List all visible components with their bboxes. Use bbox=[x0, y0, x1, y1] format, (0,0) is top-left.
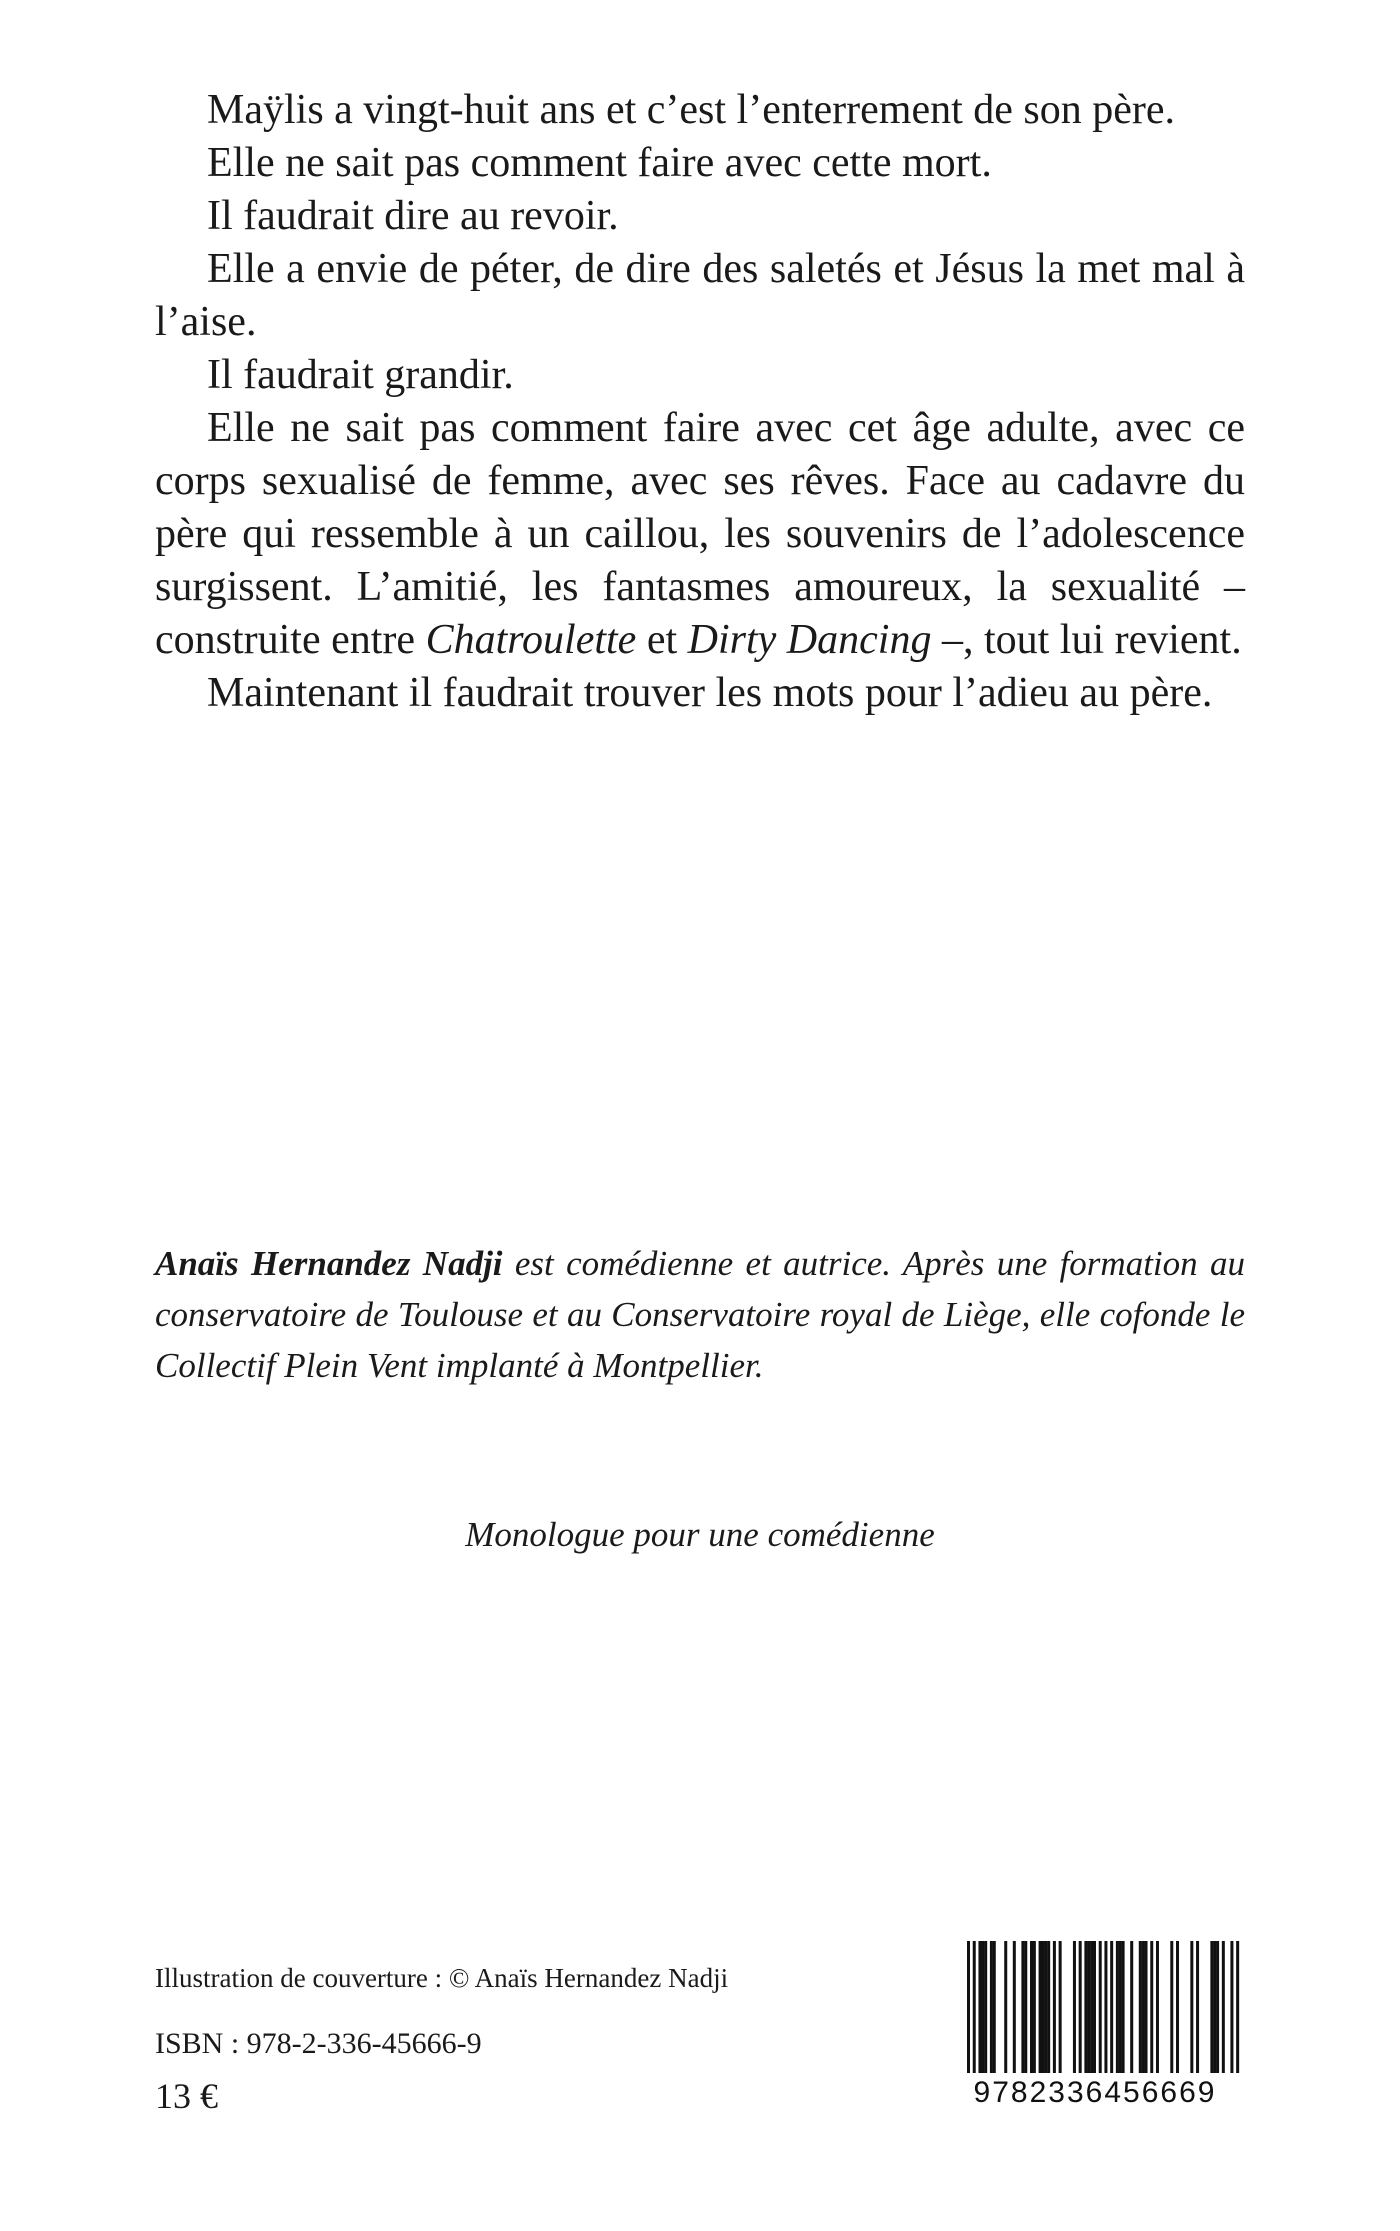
illustration-credit: Illustration de couverture : © Anaïs Hernandez Nadji bbox=[155, 1963, 729, 1993]
barcode-bar bbox=[1150, 1941, 1153, 2073]
barcode-bar bbox=[1236, 1941, 1239, 2089]
barcode-bar bbox=[1053, 1941, 1056, 2073]
summary-paragraph: Elle ne sait pas comment faire avec cette mort. bbox=[207, 140, 992, 186]
barcode-bar bbox=[1059, 1941, 1062, 2073]
barcode-bar bbox=[1222, 1941, 1225, 2073]
barcode-bar bbox=[1142, 1941, 1145, 2073]
barcode-bar bbox=[1084, 1941, 1087, 2073]
summary-text: et bbox=[636, 617, 688, 663]
barcode-bar bbox=[1145, 1941, 1148, 2073]
barcode-bars bbox=[945, 1939, 1245, 2089]
summary-paragraph: Maintenant il faudrait trouver les mots pour l’adieu au père. bbox=[207, 670, 1213, 716]
author-name: Anaïs Hernandez Nadji bbox=[155, 1244, 503, 1283]
summary-paragraph: Il faudrait grandir. bbox=[207, 352, 514, 398]
summary-paragraph bbox=[155, 402, 1245, 667]
barcode-bar bbox=[1039, 1941, 1042, 2073]
film-title-dirty-dancing: Dirty Dancing bbox=[687, 617, 932, 663]
summary-paragraph: Elle a envie de péter, de dire des saletés et Jésus la met mal à l’aise. bbox=[155, 246, 1245, 345]
price: 13 € bbox=[155, 2076, 218, 2116]
barcode-digits: 9782336456669 bbox=[945, 2073, 1245, 2113]
barcode-bar bbox=[1139, 1941, 1142, 2073]
barcode-bar bbox=[990, 1941, 993, 2073]
barcode-bar bbox=[1013, 1941, 1016, 2073]
barcode-bar bbox=[1196, 1941, 1199, 2073]
barcode-bar bbox=[1093, 1941, 1096, 2073]
barcode-bar bbox=[1122, 1941, 1125, 2073]
barcode-bar bbox=[1041, 1941, 1044, 2073]
barcode-bar bbox=[1004, 1941, 1007, 2073]
isbn: ISBN : 978-2-336-45666-9 bbox=[155, 2027, 482, 2060]
barcode-bar bbox=[1073, 1941, 1076, 2073]
barcode-bar bbox=[993, 1941, 996, 2073]
barcode-bar bbox=[1210, 1941, 1213, 2073]
film-title-chatroulette: Chatroulette bbox=[425, 617, 637, 663]
barcode-bar bbox=[1230, 1941, 1233, 2089]
author-bio-text: est comédienne et autrice. Après une formation au conservatoire de Toulouse et au Conservatoire royal de Liège, elle cofonde le Collectif Plein Vent implanté à Montpellier. bbox=[155, 1244, 1245, 1385]
barcode-bar bbox=[1047, 1941, 1050, 2073]
barcode-bar bbox=[1033, 1941, 1036, 2073]
barcode-bar bbox=[1030, 1941, 1033, 2073]
barcode-bar bbox=[978, 1941, 981, 2073]
genre-label: Monologue pour une comédienne bbox=[465, 1515, 935, 1554]
barcode-bar bbox=[1104, 1941, 1107, 2089]
back-cover-summary bbox=[155, 84, 1245, 720]
barcode-bar bbox=[1213, 1941, 1216, 2073]
barcode-bar bbox=[984, 1941, 987, 2073]
author-bio bbox=[155, 1238, 1245, 1391]
barcode-bar bbox=[1099, 1941, 1102, 2089]
barcode-bar bbox=[1090, 1941, 1093, 2073]
barcode-bar bbox=[1087, 1941, 1090, 2073]
barcode-bar bbox=[1116, 1941, 1119, 2073]
barcode-bar bbox=[1079, 1941, 1082, 2073]
barcode-bar bbox=[1170, 1941, 1173, 2073]
barcode-bar bbox=[1216, 1941, 1219, 2073]
summary-text: Elle ne sait pas comment faire avec cet âge adulte, avec ce corps sexualisé de femme, avec ses rêves. Face au cadavre du père qui ressemble à un caillou, les souvenirs de l’adolescence surgissent. L’amitié, les fantasmes amoureux, la sexualité – construite entre bbox=[155, 405, 1245, 663]
barcode-bar bbox=[1130, 1941, 1133, 2073]
summary-paragraph: Maÿlis a vingt-huit ans et c’est l’enterrement de son père. bbox=[207, 87, 1176, 133]
summary-text: –, tout lui revient. bbox=[931, 617, 1242, 663]
barcode-bar bbox=[1021, 1941, 1024, 2073]
barcode-bar bbox=[981, 1941, 984, 2073]
barcode-bar bbox=[973, 1941, 976, 2089]
barcode-bar bbox=[1119, 1941, 1122, 2073]
barcode-bar bbox=[1176, 1941, 1179, 2073]
barcode-bar bbox=[1156, 1941, 1159, 2073]
barcode bbox=[945, 1939, 1245, 2127]
summary-paragraph: Il faudrait dire au revoir. bbox=[207, 193, 619, 239]
barcode-bar bbox=[1044, 1941, 1047, 2073]
barcode-bar bbox=[1110, 1941, 1113, 2073]
barcode-bar bbox=[967, 1941, 970, 2089]
barcode-bar bbox=[1024, 1941, 1027, 2073]
barcode-bar bbox=[1190, 1941, 1193, 2073]
